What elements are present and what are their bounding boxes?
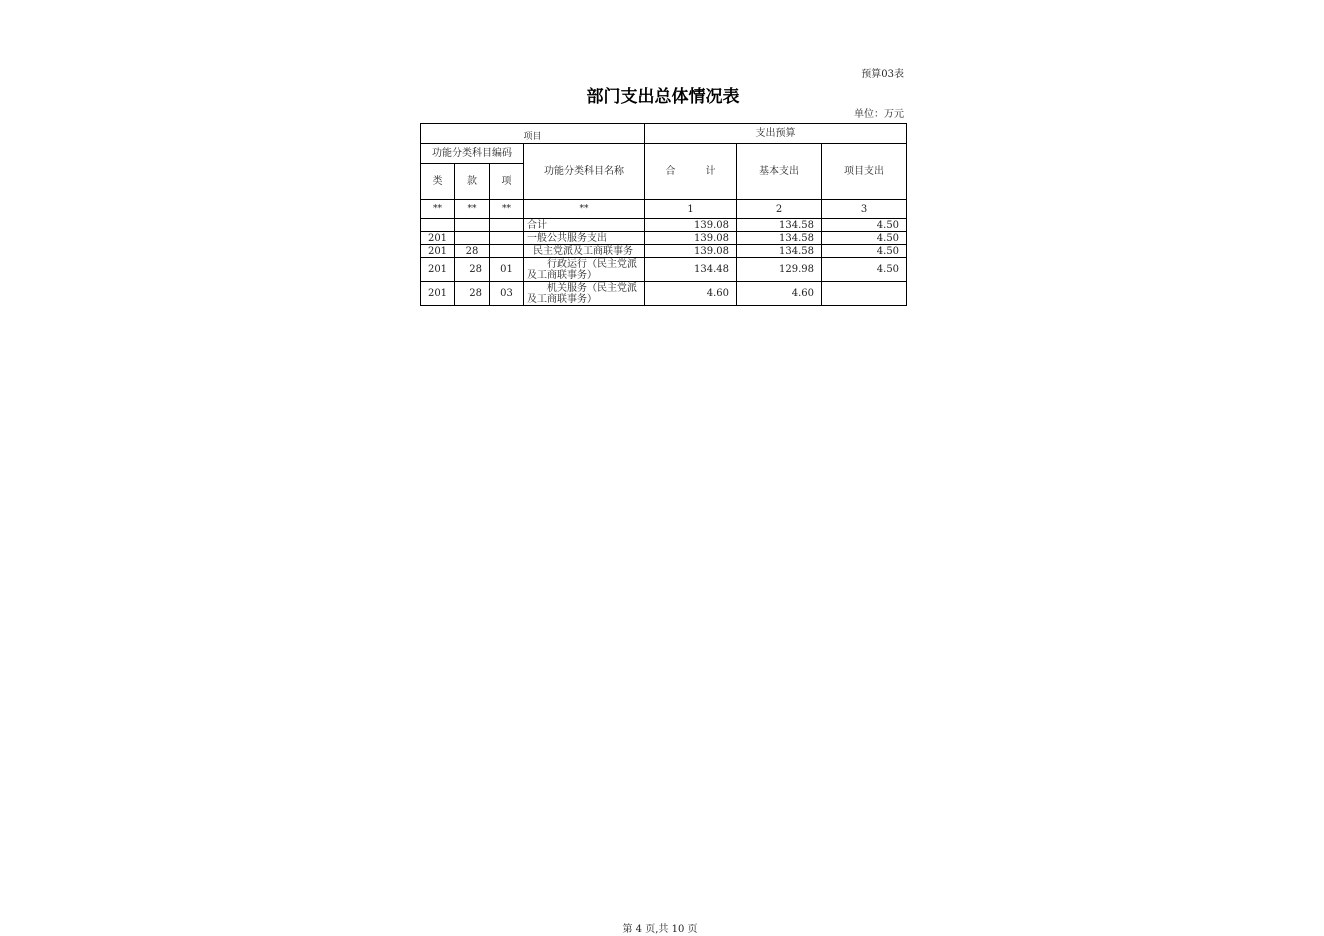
cell-total: 4.60	[645, 282, 737, 306]
cell-kuan: 28	[455, 258, 490, 282]
cell-basic: 134.58	[737, 245, 822, 258]
cell-kuan: 28	[455, 282, 490, 306]
table-row	[421, 219, 907, 232]
cell-project: 4.50	[822, 219, 907, 232]
table-row	[421, 232, 907, 245]
cell-name: 民主党派及工商联事务	[524, 245, 645, 258]
header-xiang: 项	[490, 164, 524, 200]
cell-basic: 129.98	[737, 258, 822, 282]
header-basic: 基本支出	[737, 144, 822, 200]
cell-total: 134.48	[645, 258, 737, 282]
cell-kuan	[455, 219, 490, 232]
cell-xiang	[490, 245, 524, 258]
unit-label: 单位：万元	[854, 109, 904, 120]
table-row	[421, 258, 907, 282]
table-row	[421, 282, 907, 306]
header-kuan: 款	[455, 164, 490, 200]
header-func-code: 功能分类科目编码	[421, 144, 524, 164]
cell-name: 一般公共服务支出	[524, 232, 645, 245]
cell-project: 4.50	[822, 245, 907, 258]
header-lei: 类	[421, 164, 455, 200]
header-project: 项目	[421, 124, 645, 144]
index-cell: 3	[822, 200, 907, 219]
page-title: 部门支出总体情况表	[586, 87, 740, 107]
cell-basic: 134.58	[737, 219, 822, 232]
index-cell: **	[455, 200, 490, 219]
cell-basic: 134.58	[737, 232, 822, 245]
cell-basic: 4.60	[737, 282, 822, 306]
index-cell: 1	[645, 200, 737, 219]
index-cell: 2	[737, 200, 822, 219]
header-expense-budget: 支出预算	[645, 124, 907, 144]
index-row	[421, 200, 907, 219]
cell-project: 4.50	[822, 258, 907, 282]
cell-total: 139.08	[645, 245, 737, 258]
cell-lei: 201	[421, 245, 455, 258]
table-row	[421, 245, 907, 258]
index-cell: **	[524, 200, 645, 219]
cell-name: 行政运行（民主党派及工商联事务）	[524, 258, 645, 282]
cell-name: 机关服务（民主党派及工商联事务）	[524, 282, 645, 306]
form-code: 预算03表	[861, 69, 904, 80]
cell-lei: 201	[421, 232, 455, 245]
page-footer: 第 4 页,共 10 页	[622, 924, 698, 935]
cell-xiang	[490, 232, 524, 245]
index-cell: **	[490, 200, 524, 219]
cell-kuan: 28	[455, 245, 490, 258]
cell-project: 4.50	[822, 232, 907, 245]
cell-name: 合计	[524, 219, 645, 232]
cell-total: 139.08	[645, 219, 737, 232]
cell-lei: 201	[421, 258, 455, 282]
header-func-name: 功能分类科目名称	[524, 144, 645, 200]
cell-total: 139.08	[645, 232, 737, 245]
budget-table	[420, 123, 907, 306]
cell-xiang: 03	[490, 282, 524, 306]
header-project-exp: 项目支出	[822, 144, 907, 200]
cell-xiang: 01	[490, 258, 524, 282]
cell-lei	[421, 219, 455, 232]
cell-kuan	[455, 232, 490, 245]
header-total: 合 计	[645, 144, 737, 200]
cell-project	[822, 282, 907, 306]
index-cell: **	[421, 200, 455, 219]
cell-xiang	[490, 219, 524, 232]
cell-lei: 201	[421, 282, 455, 306]
